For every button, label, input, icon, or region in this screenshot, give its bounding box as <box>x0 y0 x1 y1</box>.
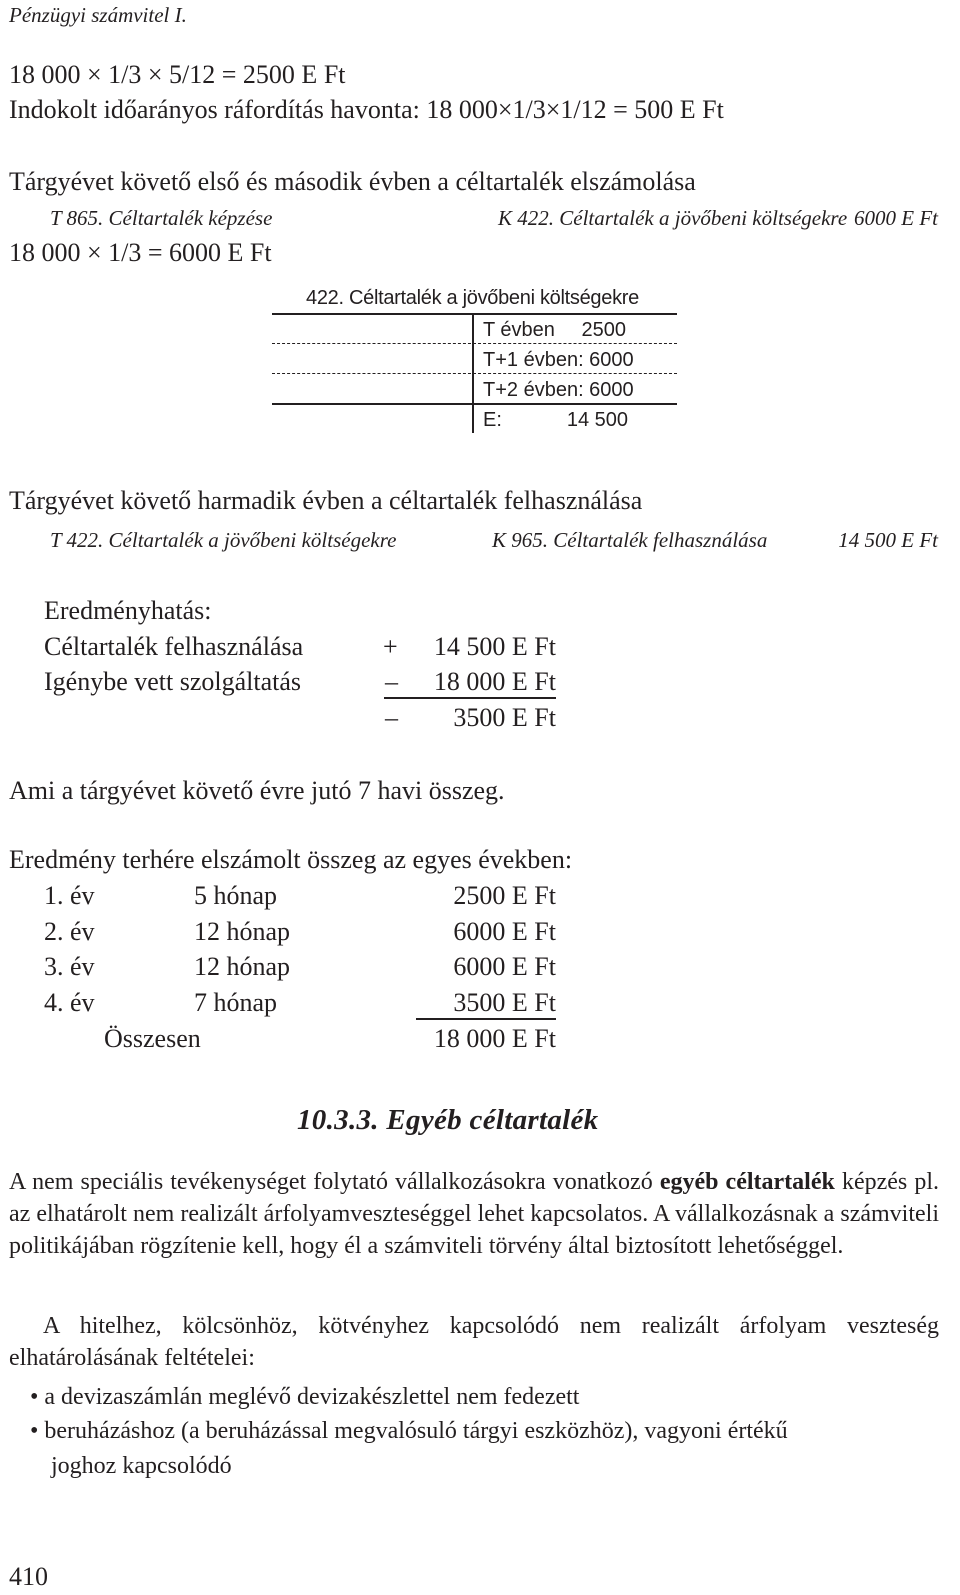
t-account-total-line <box>272 403 677 405</box>
result-row-value: 18 000 E Ft <box>433 667 556 696</box>
yearly-row-amount: 6000 E Ft <box>453 917 556 946</box>
yearly-row-year: 1. év <box>44 881 95 910</box>
section3-paragraph-2 <box>9 1310 939 1374</box>
running-header: Pénzügyi számvitel I. <box>9 3 187 27</box>
t-account-title: 422. Céltartalék a jövőbeni költségekre <box>306 287 639 309</box>
calc-line-2: Indokolt időarányos ráfordítás havonta: 18 000×1/3×1/12 = 500 E Ft <box>9 95 724 124</box>
yearly-row-amount: 3500 E Ft <box>453 988 556 1017</box>
section3-heading: 10.3.3. Egyéb céltartalék <box>297 1104 599 1136</box>
t-account-top-line <box>272 313 677 315</box>
t-account-separator-1 <box>272 343 677 344</box>
t-account-separator-2 <box>272 373 677 374</box>
yearly-row-months: 12 hónap <box>194 917 291 946</box>
yearly-row-year: 4. év <box>44 988 95 1017</box>
t-account-row-label: T évben <box>483 319 555 341</box>
result-row-label: Céltartalék felhasználása <box>44 632 304 661</box>
result-row-sign: – <box>385 703 398 732</box>
yearly-row-amount: 6000 E Ft <box>453 952 556 981</box>
yearly-row-year: 3. év <box>44 952 95 981</box>
yearly-row-months: 7 hónap <box>194 988 278 1017</box>
t-account-total-label: E: <box>483 409 502 431</box>
section1-amount: 6000 E Ft <box>854 206 938 230</box>
bullet-continuation: joghoz kapcsolódó <box>51 1453 232 1479</box>
section1-title: Tárgyévet követő első és második évben a céltartalék elszámolása <box>9 167 696 196</box>
p1-text-a: A nem speciális tevékenységet folytató vállalkozásokra vonatkozó <box>9 1169 660 1195</box>
yearly-total-label: Összesen <box>104 1024 201 1053</box>
t-account-row-label: T+2 évben: 6000 <box>483 379 634 401</box>
section1-credit: K 422. Céltartalék a jövőbeni költségekre <box>498 206 848 230</box>
yearly-heading: Eredmény terhére elszámolt összeg az egyes években: <box>9 845 573 874</box>
bullet-dot-icon: • <box>30 1418 45 1444</box>
result-row-sign: + <box>383 632 398 661</box>
yearly-row-amount: 2500 E Ft <box>453 881 556 910</box>
bullet-text: a devizaszámlán meglévő devizakészlettel nem fedezett <box>44 1384 580 1410</box>
result-row-sign: – <box>385 667 398 696</box>
result-heading: Eredményhatás: <box>44 596 212 625</box>
t-account-total-value: 14 500 <box>566 409 628 431</box>
bullet-item <box>30 1381 579 1413</box>
yearly-row-months: 5 hónap <box>194 881 278 910</box>
result-row-label: Igénybe vett szolgáltatás <box>44 667 302 696</box>
p2-text: A hitelhez, kölcsönhöz, kötvényhez kapcsolódó nem realizált árfolyam veszteség elhatárolásának feltételei: <box>9 1313 939 1371</box>
bullet-text: beruházáshoz (a beruházással megvalósuló tárgyi eszközhöz), vagyoni értékű <box>44 1418 788 1444</box>
result-note: Ami a tárgyévet követő évre jutó 7 havi összeg. <box>9 776 505 805</box>
yearly-total-amount: 18 000 E Ft <box>433 1024 556 1053</box>
bullet-dot-icon: • <box>30 1384 45 1410</box>
result-subtotal-underline <box>384 697 556 699</box>
section2-title: Tárgyévet követő harmadik évben a céltartalék felhasználása <box>9 486 643 515</box>
t-account-row-value: 2500 <box>581 319 626 341</box>
yearly-row-year: 2. év <box>44 917 95 946</box>
calc-line-1: 18 000 × 1/3 × 5/12 = 2500 E Ft <box>9 60 346 89</box>
section1-formula: 18 000 × 1/3 = 6000 E Ft <box>9 238 272 267</box>
section3-paragraph-1 <box>9 1166 939 1262</box>
section1-debit: T 865. Céltartalék képzése <box>50 206 273 230</box>
p1-text-b: képzés pl. az elhatárolt nem realizált árfolyamveszteséggel lehet kapcsolatos. A vállalkozásnak a számviteli politikájában rögzítenie kell, hogy él a számviteli törvény által biztosított lehetőséggel. <box>9 1169 940 1259</box>
p1-bold-term: egyéb céltartalék <box>659 1169 835 1195</box>
section2-credit: K 965. Céltartalék felhasználása <box>492 528 768 552</box>
bullet-item <box>30 1415 788 1447</box>
section2-amount: 14 500 E Ft <box>838 528 938 552</box>
result-row-value: 3500 E Ft <box>453 703 556 732</box>
t-account-row-label: T+1 évben: 6000 <box>483 349 634 371</box>
yearly-row-months: 12 hónap <box>194 952 291 981</box>
yearly-total-underline <box>416 1018 556 1020</box>
result-row-value: 14 500 E Ft <box>433 632 556 661</box>
section2-debit: T 422. Céltartalék a jövőbeni költségekre <box>50 528 397 552</box>
page-number: 410 <box>9 1562 48 1591</box>
